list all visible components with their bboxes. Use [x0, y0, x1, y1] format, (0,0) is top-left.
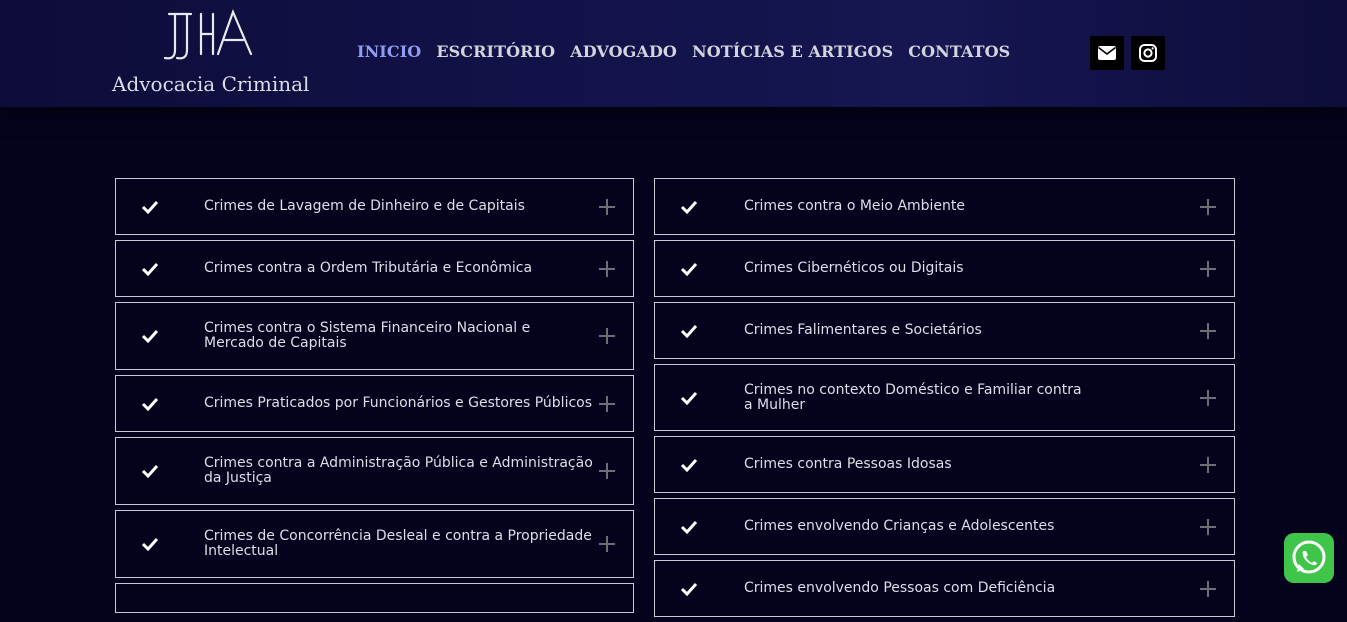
check-icon — [680, 458, 698, 472]
accordion-item[interactable] — [115, 178, 634, 235]
check-icon — [680, 200, 698, 214]
logo-monogram — [155, 8, 265, 64]
plus-icon[interactable] — [1200, 390, 1216, 406]
instagram-button[interactable] — [1131, 36, 1165, 70]
accordion-item-label: Crimes de Concorrência Desleal e contra a Propriedade Intelectual — [204, 528, 592, 559]
nav-item-inicio[interactable]: INICIO — [357, 42, 422, 61]
main-nav — [357, 42, 1025, 61]
envelope-icon — [1098, 46, 1116, 60]
plus-icon[interactable] — [599, 261, 615, 277]
accordion-item-label: Crimes contra a Administração Pública e Administração da Justiça — [204, 455, 593, 486]
plus-icon[interactable] — [1200, 457, 1216, 473]
plus-icon[interactable] — [599, 396, 615, 412]
accordion-item[interactable] — [654, 240, 1235, 297]
accordion-item-label: Crimes contra a Ordem Tributária e Econômica — [204, 260, 533, 276]
accordion-item[interactable] — [654, 498, 1235, 555]
check-icon — [680, 262, 698, 276]
plus-icon[interactable] — [599, 328, 615, 344]
check-icon — [680, 520, 698, 534]
accordion-item-label: Crimes contra o Sistema Financeiro Nacional e Mercado de Capitais — [204, 320, 531, 351]
accordion-item[interactable] — [654, 364, 1235, 431]
accordion-item-label: Crimes contra Pessoas Idosas — [744, 456, 952, 472]
accordion-item[interactable] — [654, 302, 1235, 359]
plus-icon[interactable] — [1200, 519, 1216, 535]
email-button[interactable] — [1090, 36, 1124, 70]
check-icon — [141, 464, 159, 478]
accordion-item-label: Crimes Praticados por Funcionários e Gestores Públicos — [204, 395, 593, 411]
nav-item-advogado[interactable]: ADVOGADO — [570, 42, 677, 61]
check-icon — [680, 324, 698, 338]
check-icon — [141, 262, 159, 276]
accordion-item-label: Crimes envolvendo Pessoas com Deficiência — [744, 580, 1056, 596]
accordion-item[interactable] — [654, 436, 1235, 493]
plus-icon[interactable] — [1200, 199, 1216, 215]
accordion-item[interactable] — [115, 510, 634, 578]
check-icon — [141, 397, 159, 411]
accordion-item[interactable] — [115, 437, 634, 505]
accordion-item[interactable] — [115, 240, 634, 297]
whatsapp-button[interactable] — [1284, 533, 1334, 583]
accordion-item-label: Crimes Falimentares e Societários — [744, 322, 982, 338]
accordion-item-label: Crimes no contexto Doméstico e Familiar contra a Mulher — [744, 381, 1082, 413]
plus-icon[interactable] — [1200, 323, 1216, 339]
accordion-item[interactable] — [654, 178, 1235, 235]
check-icon — [141, 329, 159, 343]
site-header — [0, 0, 1347, 107]
accordion-item-label: Crimes envolvendo Crianças e Adolescentes — [744, 518, 1055, 534]
plus-icon[interactable] — [599, 199, 615, 215]
plus-icon[interactable] — [599, 536, 615, 552]
accordion-item[interactable] — [115, 583, 634, 613]
check-icon — [680, 391, 698, 405]
whatsapp-icon — [1289, 538, 1329, 578]
instagram-icon — [1139, 44, 1157, 62]
accordion-left — [115, 178, 634, 618]
site-logo[interactable] — [112, 8, 310, 100]
plus-icon[interactable] — [1200, 581, 1216, 597]
accordion-item-label: Crimes contra o Meio Ambiente — [744, 198, 966, 214]
check-icon — [141, 200, 159, 214]
logo-subtitle: Advocacia Criminal — [112, 72, 310, 96]
nav-item-contatos[interactable]: CONTATOS — [908, 42, 1011, 61]
plus-icon[interactable] — [599, 463, 615, 479]
accordion-item[interactable] — [115, 302, 634, 370]
nav-item-noticias-artigos[interactable]: NOTÍCIAS E ARTIGOS — [691, 42, 894, 61]
check-icon — [680, 582, 698, 596]
accordion-item-label: Crimes Cibernéticos ou Digitais — [744, 260, 964, 276]
plus-icon[interactable] — [1200, 261, 1216, 277]
accordion-item[interactable] — [654, 560, 1235, 617]
check-icon — [141, 537, 159, 551]
nav-item-escritorio[interactable]: ESCRITÓRIO — [436, 42, 556, 61]
accordion-item-label: Crimes de Lavagem de Dinheiro e de Capitais — [204, 198, 525, 214]
accordion-item[interactable] — [115, 375, 634, 432]
accordion-right — [654, 178, 1235, 622]
